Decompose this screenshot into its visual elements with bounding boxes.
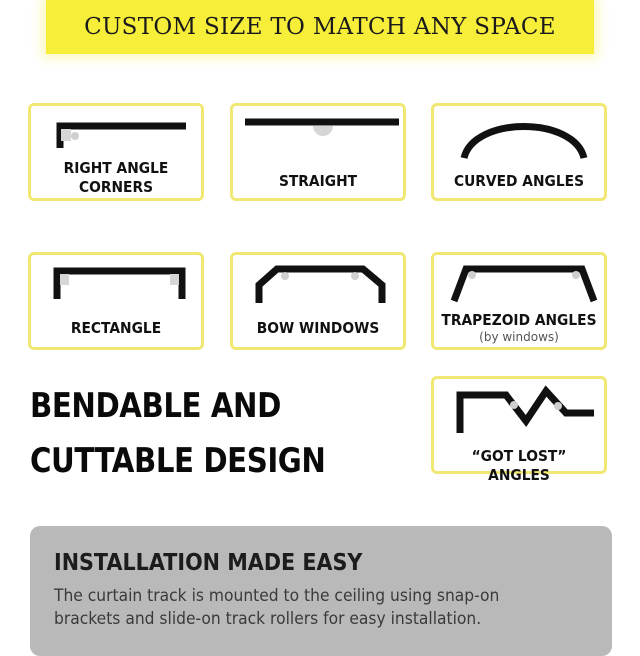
card-label: RIGHT ANGLE CORNERS (63, 159, 169, 196)
card-curved-angles (431, 103, 607, 201)
card-label: BOW WINDOWS (256, 319, 380, 337)
card-label: “GOT LOST” ANGLES (471, 447, 567, 484)
card-bow-windows (230, 252, 406, 350)
card-trapezoid-angles (431, 252, 607, 350)
design-headline-line1: BENDABLE AND (30, 386, 281, 426)
card-right-angle-corners (28, 103, 204, 201)
installation-title: INSTALLATION MADE EASY (54, 550, 363, 576)
installation-description: The curtain track is mounted to the ceiling using snap-on brackets and slide-on track rollers for easy installation. (54, 586, 500, 628)
banner-title: CUSTOM SIZE TO MATCH ANY SPACE (84, 14, 556, 40)
card-straight (230, 103, 406, 201)
card-sublabel: (by windows) (479, 330, 559, 344)
header-banner (46, 0, 594, 54)
card-got-lost-angles (431, 376, 607, 484)
installation-panel (30, 526, 612, 656)
design-headline-line2: CUTTABLE DESIGN (30, 441, 326, 481)
card-label: STRAIGHT (278, 172, 358, 190)
card-label: RECTANGLE (70, 319, 162, 337)
card-label: TRAPEZOID ANGLES (441, 311, 597, 329)
card-label: CURVED ANGLES (453, 172, 585, 190)
card-rectangle (28, 252, 204, 350)
